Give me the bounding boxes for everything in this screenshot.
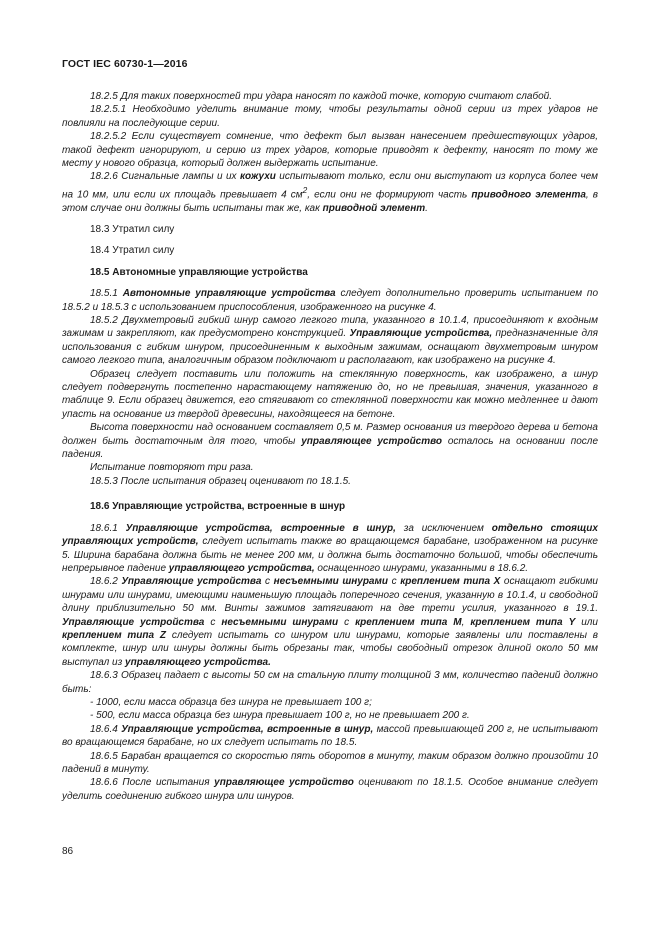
page-number: 86 <box>62 846 74 857</box>
paragraph-surface-height: Высота поверхности над основанием составляет 0,5 м. Размер основания из твердого дерева и бетона должен быть достаточным для того, чтобы управляющее устройство осталось на основании после падения. <box>62 422 599 461</box>
paragraph-18-6-3: 18.6.3 Образец падает с высоты 50 см на стальную плиту толщиной 3 мм, количество падений должно быть: <box>62 670 598 695</box>
section-heading-18-5: 18.5 Автономные управляющие устройства <box>90 266 308 278</box>
paragraph-18-5-1: 18.5.1 Автономные управляющие устройства следует дополнительно проверить испытанием по 18.5.2 и 18.5.3 с использованием приспособления, изображенного на рисунке 4. <box>62 288 599 313</box>
paragraph-18-4: 18.4 Утратил силу <box>90 245 175 257</box>
paragraph-18-2-5-2: 18.2.5.2 Если существует сомнение, что дефект был вызван нанесением предшествующих ударов, такой дефект игнорируют, и серию из трех ударов, которые приводят к дефекту, наносят по тому же месту у нового образца, который должен выдержать испытание. <box>62 131 598 170</box>
paragraph-18-2-5-1: 18.2.5.1 Необходимо уделить внимание тому, чтобы результаты одной серии из трех ударов не повлияли на последующие серии. <box>62 104 598 129</box>
paragraph-18-5-2: 18.5.2 Двухметровый гибкий шнур самого легкого типа, указанного в 10.1.4, присоединяют к входным зажимам и закрепляют, как предусмотрено конструкцией. Управляющие устройства, предназначенные для использования с гибким шнуром, присоединенным к выходным зажимам, оснащают двухметровым шнуром самого легкого типа, аналогичным образом подключают и располагают, как изображено на рисунке 4. <box>62 315 598 367</box>
paragraph-18-3: 18.3 Утратил силу <box>90 223 175 235</box>
list-item-500-drops: - 500, если масса образца без шнура превышает 100 г, но не превышает 200 г. <box>90 710 470 722</box>
section-heading-18-6: 18.6 Управляющие устройства, встроенные в шнур <box>90 501 346 513</box>
paragraph-18-6-6: 18.6.6 После испытания управляющее устройство оценивают по 18.1.5. Особое внимание следует уделить соединению гибкого шнура или шнуров. <box>62 777 598 802</box>
paragraph-18-6-4: 18.6.4 Управляющие устройства, встроенные в шнур, массой превышающей 200 г, не испытывают во вращающемся барабане, но их следует испытать по 18.5. <box>62 723 598 749</box>
paragraph-18-5-3: 18.5.3 После испытания образец оценивают по 18.1.5. <box>90 475 351 487</box>
paragraph-18-2-5: 18.2.5 Для таких поверхностей три удара наносят по каждой точке, которую считают слабой. <box>90 91 552 102</box>
paragraph-18-6-1: 18.6.1 Управляющие устройства, встроенные в шнур, за исключением отдельно стоящих управляющих устройств, следует испытать также во вращающемся барабане, изображенном на рисунке 5. Ширина барабана должна быть не менее 200 мм, и должна быть достаточно большой, чтобы обеспечить непрерывное падение управляющего устройства, оснащенного шнурами, указанными в 18.6.2. <box>62 522 598 574</box>
paragraph-sample-placement: Образец следует поставить или положить на стеклянную поверхность, как изображено, а шнур следует подвергнуть постепенно нарастающему натяжению до, но не превышая, значения, указанного в таблице 9. Если образец движется, его стягивают со стеклянной поверхности как можно медленнее и дают упасть на основание из твердой древесины, находящееся на бетоне. <box>62 368 598 420</box>
document-header: ГОСТ IEC 60730-1—2016 <box>62 58 188 70</box>
paragraph-18-6-2: 18.6.2 Управляющие устройства с несъемными шнурами с креплением типа X оснащают гибкими шнурами или шнурами, имеющими наименьшую площадь поперечного сечения, указанную в 10.1.4, и свободной длину приблизительно 50 мм. Винты зажимов затягивают на две трети усилия, указанного в 19.1. Управляющие устройства с несъемными шнурами с креплением типа M, креплением типа Y или креплением типа Z следует испытать со шнуром или шнурами, которые заявлены или поставлены в комплекте, шнур или шнуры должны быть обрезаны так, чтобы свободный отрезок длиной около 50 мм выступал из управляющего устройства. <box>62 576 598 668</box>
paragraph-repeat-test: Испытание повторяют три раза. <box>90 462 254 474</box>
page-content <box>62 90 598 803</box>
paragraph-18-2-6: 18.2.6 Сигнальные лампы и их кожухи испытывают только, если они выступают из корпуса более чем на 10 мм, или если их площадь превышает 4 $см^2$, если они не формируют часть приводного элемента, в этом случае они должны быть испытаны так же, как приводной элемент. <box>62 171 599 214</box>
paragraph-18-6-5: 18.6.5 Барабан вращается со скоростью пять оборотов в минуту, таким образом должно произойти 10 падений в минуту. <box>62 750 598 776</box>
list-item-1000-drops: - 1000, если масса образца без шнура не превышает 100 г; <box>90 696 372 708</box>
